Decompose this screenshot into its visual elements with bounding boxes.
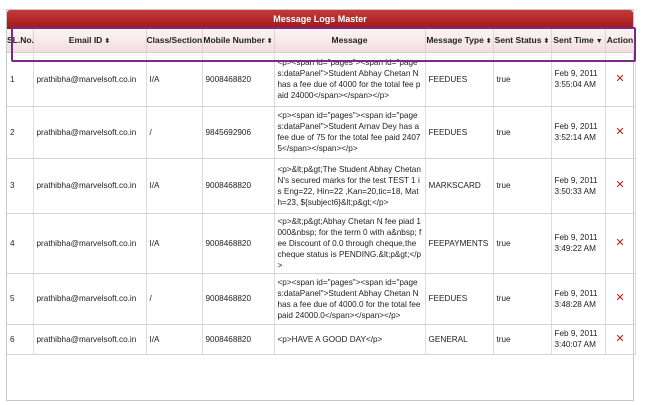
delete-icon[interactable]: ✕ <box>605 324 635 354</box>
cell-type: FEEDUES <box>425 273 493 324</box>
cell-class: I/A <box>146 158 202 213</box>
cell-time: Feb 9, 2011 3:40:07 AM <box>551 324 605 354</box>
cell-time: Feb 9, 2011 3:50:33 AM <box>551 158 605 213</box>
header-row <box>7 29 635 52</box>
message-logs-table <box>7 29 636 355</box>
sort-icon[interactable]: ⬍ <box>543 38 550 46</box>
cell-message: <p>&lt;p&gt;Abhay Chetan N fee piad 1000&nbsp; for the term 0 with a&nbsp; fee Discount of 0.0 through cheque,the cheque status is PENDING.&lt;p&gt;</p> <box>274 213 425 273</box>
cell-message: <p><span id="pages"><span id="pages:dataPanel">Student Arnav Dey has a fee due of 75 for the total fee paid 24075</span></span></p> <box>274 106 425 158</box>
table-row <box>7 52 635 106</box>
col-header-action: Action <box>605 29 635 52</box>
sort-icon[interactable]: ⬍ <box>266 38 273 46</box>
col-header-time[interactable]: Sent Time ▼ <box>551 29 605 52</box>
cell-type: FEEPAYMENTS <box>425 213 493 273</box>
cell-mobile: 9845692906 <box>202 106 274 158</box>
table-row <box>7 158 635 213</box>
delete-icon[interactable]: ✕ <box>605 106 635 158</box>
col-header-message: Message <box>274 29 425 52</box>
col-header-mobile[interactable]: Mobile Number ⬍ <box>202 29 274 52</box>
cell-mobile: 9008468820 <box>202 52 274 106</box>
col-header-status[interactable]: Sent Status ⬍ <box>493 29 551 52</box>
delete-icon[interactable]: ✕ <box>605 52 635 106</box>
cell-class: / <box>146 106 202 158</box>
cell-slno: 4 <box>7 213 33 273</box>
col-header-type[interactable]: Message Type ⬍ <box>425 29 493 52</box>
panel-title: Message Logs Master <box>7 10 633 29</box>
delete-icon[interactable]: ✕ <box>605 213 635 273</box>
cell-time: Feb 9, 2011 3:48:28 AM <box>551 273 605 324</box>
cell-status: true <box>493 158 551 213</box>
cell-email: prathibha@marvelsoft.co.in <box>33 213 146 273</box>
table-row <box>7 106 635 158</box>
cell-mobile: 9008468820 <box>202 273 274 324</box>
cell-type: GENERAL <box>425 324 493 354</box>
cell-message: <p><span id="pages"><span id="pages:dataPanel">Student Abhay Chetan N has a fee due of 4000.0 for the total fee paid 24000.0</span></span></p> <box>274 273 425 324</box>
cell-class: I/A <box>146 213 202 273</box>
cell-class: / <box>146 273 202 324</box>
table-row <box>7 324 635 354</box>
cell-class: I/A <box>146 52 202 106</box>
cell-type: MARKSCARD <box>425 158 493 213</box>
table-row <box>7 273 635 324</box>
col-header-slno: SL.No. <box>7 29 33 52</box>
cell-status: true <box>493 106 551 158</box>
cell-status: true <box>493 213 551 273</box>
col-header-class: Class/Section <box>146 29 202 52</box>
sort-desc-icon[interactable]: ▼ <box>595 38 603 46</box>
cell-mobile: 9008468820 <box>202 324 274 354</box>
delete-icon[interactable]: ✕ <box>605 273 635 324</box>
cell-mobile: 9008468820 <box>202 158 274 213</box>
cell-time: Feb 9, 2011 3:49:22 AM <box>551 213 605 273</box>
cell-time: Feb 9, 2011 3:55:04 AM <box>551 52 605 106</box>
cell-email: prathibha@marvelsoft.co.in <box>33 273 146 324</box>
cell-status: true <box>493 324 551 354</box>
cell-class: I/A <box>146 324 202 354</box>
col-header-email[interactable]: Email ID ⬍ <box>33 29 146 52</box>
table-row <box>7 213 635 273</box>
cell-status: true <box>493 52 551 106</box>
sort-icon[interactable]: ⬍ <box>104 38 111 46</box>
cell-slno: 5 <box>7 273 33 324</box>
cell-message: <p>HAVE A GOOD DAY</p> <box>274 324 425 354</box>
sort-icon[interactable]: ⬍ <box>485 38 492 46</box>
cell-email: prathibha@marvelsoft.co.in <box>33 106 146 158</box>
delete-icon[interactable]: ✕ <box>605 158 635 213</box>
cell-email: prathibha@marvelsoft.co.in <box>33 52 146 106</box>
cell-slno: 1 <box>7 52 33 106</box>
cell-type: FEEDUES <box>425 52 493 106</box>
message-logs-panel <box>6 9 634 401</box>
cell-slno: 2 <box>7 106 33 158</box>
cell-message: <p>&lt;p&gt;The Student Abhay Chetan N's secured marks for the test TEST 1 is Eng=22, Hin=22 ,Kan=20,tic=18, Math=23, ${subject6}&lt;p&gt;</p> <box>274 158 425 213</box>
cell-email: prathibha@marvelsoft.co.in <box>33 324 146 354</box>
cell-type: FEEDUES <box>425 106 493 158</box>
cell-message: <p><span id="pages"><span id="pages:dataPanel">Student Abhay Chetan N has a fee due of 4000 for the total fee paid 24000</span></span></p> <box>274 52 425 106</box>
cell-status: true <box>493 273 551 324</box>
cell-email: prathibha@marvelsoft.co.in <box>33 158 146 213</box>
cell-slno: 6 <box>7 324 33 354</box>
cell-mobile: 9008468820 <box>202 213 274 273</box>
cell-time: Feb 9, 2011 3:52:14 AM <box>551 106 605 158</box>
cell-slno: 3 <box>7 158 33 213</box>
